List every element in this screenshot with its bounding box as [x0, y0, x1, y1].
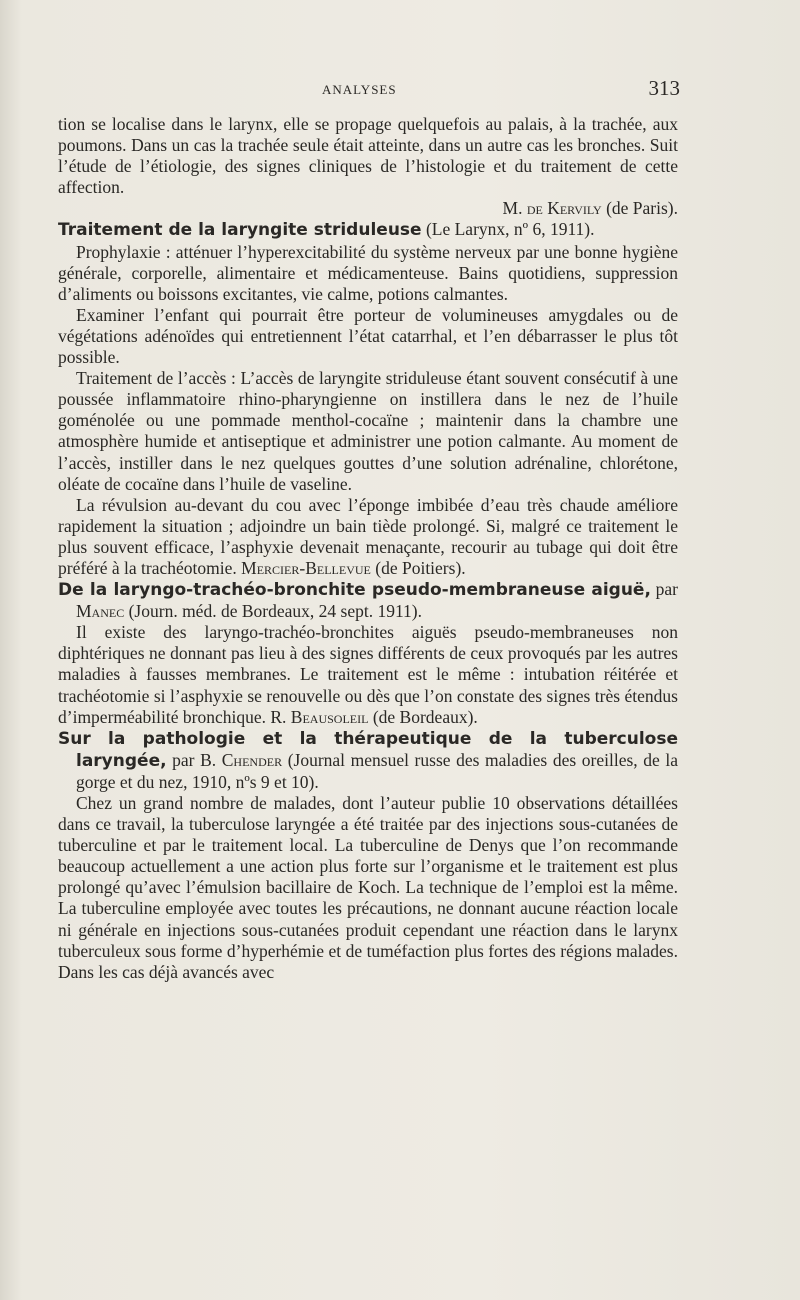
page-header	[60, 76, 680, 102]
article-paragraph: Examiner l’enfant qui pourrait être porteur de volumineuses amygdales ou de végétations adénoïdes qui entretiennent l’état catarrhal, et l’en débarrasser le plus tôt possible.	[58, 304, 678, 368]
running-head: ANALYSES	[322, 82, 397, 97]
continued-paragraph: tion se localise dans le larynx, elle se propage quelquefois au palais, à la trachée, aux poumons. Dans un cas la trachée seule était atteinte, dans un autre cas les bronches. Suit l’étude de l’étiologie, des signes cliniques de l’histologie et du traitement de cette affection.	[58, 114, 678, 198]
signature-kervily: M. de Kervily (de Paris).	[502, 198, 678, 219]
article-paragraph: Traitement de l’accès : L’accès de laryngite striduleuse étant souvent consécutif à une poussée inflammatoire rhino-pharyngienne on instillera dans le nez de l’huile goménolée ou une pommade menthol-cocaïne ; maintenir dans la chambre une atmosphère humide et antiseptique et administrer une potion calmante. Au moment de l’accès, instiller dans le nez quelques gouttes d’une solution adrénaline, chlorétone, oléate de cocaïne dans l’huile de vaseline.	[58, 368, 678, 494]
page-content	[58, 114, 678, 983]
signature-beausoleil: R. Beausoleil	[270, 706, 369, 727]
article-paragraph: Prophylaxie : atténuer l’hyperexcitabilité du système nerveux par une bonne hygiène générale, corporelle, alimentaire et médicamenteuse. Bains quotidiens, suppression d’aliments ou boissons excitantes, vie calme, potions calmantes.	[58, 241, 678, 304]
article-paragraph: La révulsion au-devant du cou avec l’éponge imbibée d’eau très chaude améliore rapidement la situation ; adjoindre un bain tiède prolongé. Si, malgré ce traitement le plus souvent efficace, l’asphyxie devenait menaçante, recourir au tubage qui doit être préféré à la trachéotomie. Mercier-Bellevue (de Poitiers).	[58, 494, 678, 578]
page-number: 313	[648, 76, 680, 100]
article-heading-tuberculose: Sur la pathologie et la thérapeutique de la tuberculose laryngée, par B. Chender (Journal mensuel russe des maladies des oreilles, de la gorge et du nez, 1910, nºs 9 et 10).	[58, 728, 678, 792]
article-paragraph: Il existe des laryngo-trachéo-bronchites aiguës pseudo-membraneuses non diphtériques ne donnant pas lieu à des signes différents de ceux provoqués par les autres maladies à fausses membranes. Le traitement est le même : intubation réitérée et trachéotomie si l’asphyxie se renouvelle ou dès que l’on constate des signes très étendus d’imperméabilité bronchique. R. Beausoleil (de Bordeaux).	[58, 622, 678, 727]
article-heading-striduleuse: Traitement de la laryngite striduleuse (Le Larynx, nº 6, 1911).	[58, 219, 595, 241]
article-paragraph: Chez un grand nombre de malades, dont l’auteur publie 10 observations détaillées dans ce travail, la tuberculose laryngée a été traitée par des injections sous-cutanées de tuberculine et par le traitement local. La tuberculine de Denys que l’on recommande beaucoup actuellement a une action plus forte sur l’organisme et le traitement est plus prolongé qu’avec l’émulsion bacillaire de Koch. La technique de l’emploi est la même. La tuberculine employée avec toutes les précautions, ne donnant aucune réaction locale ni générale en injections sous-cutanées produit cependant une réaction dans le larynx tuberculeux sous forme d’hyperhémie et de tuméfaction plus fortes des régions malades. Dans les cas déjà avancés avec	[58, 793, 678, 982]
signature-mercier: Mercier-Bellevue	[241, 557, 371, 578]
article-heading-laryngo-tracheo: De la laryngo-trachéo-bronchite pseudo-membraneuse aiguë, par Manec (Journ. méd. de Bordeaux, 24 sept. 1911).	[58, 579, 678, 622]
